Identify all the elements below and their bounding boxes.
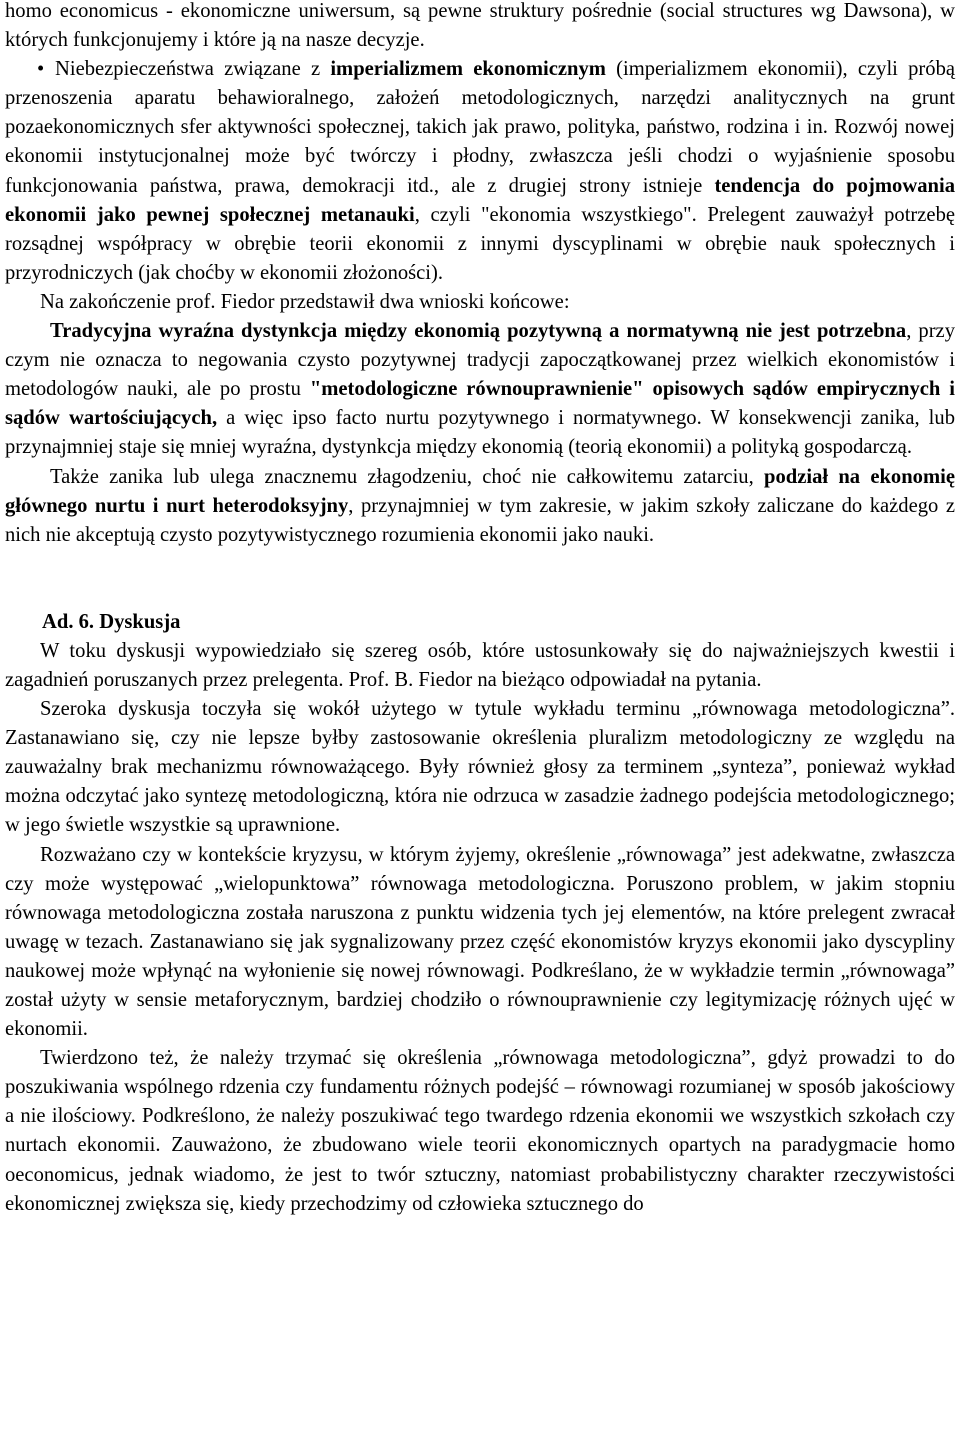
conclusion-1-bold-2: "metodologiczne równouprawnienie" opisowych sądów empirycznych i sądów wartościujących, [5,378,955,430]
bullet-bold-1: imperializmem ekonomicznym [330,58,606,81]
document-page [5,0,955,1219]
bullet-paragraph-imperialism [5,55,955,288]
bullet-bold-2: tendencja do pojmowania ekonomii jako pewnej społecznej metanauki [5,174,955,226]
conclusion-1-bold-1: Tradycyjna wyraźna dystynkcja między ekonomią pozytywną a normatywną nie jest potrzebna [50,320,907,343]
discussion-paragraph: Szeroka dyskusja toczyła się wokół użytego w tytule wykładu terminu „równowaga metodologiczna”. Zastanawiano się, czy nie lepsze byłby zastosowanie określenia pluralizm metodologiczny ze względu na zauważalny brak mechanizmu równoważącego. Były również głosy za terminem „synteza”, ponieważ wykład można odczytać jako syntezę metodologiczną, która nie odrzuca w zasadzie żadnego podejścia metodologicznego; w jego świetle wszystkie są uprawnione. [5,698,955,837]
discussion-paragraph: Rozważano czy w kontekście kryzysu, w którym żyjemy, określenie „równowaga” jest adekwatne, zwłaszcza czy może występować „wielopunktowa” równowaga metodologiczna. Poruszono problem, w jakim stopniu równowaga metodologiczna została naruszona z punktu widzenia tych jej elementów, na które prelegent zwracał uwagę w tezach. Zastanawiano się jak sygnalizowany przez część ekonomistów kryzys ekonomii jako dyscypliny naukowej może wpłynąć na wyłonienie się nowej równowagi. Podkreślano, że w wykładzie termin „równowaga” został użyty w sensie metaforycznym, bardziej chodziło o równouprawnienie czy legitymizację różnych ujęć w ekonomii. [5,843,955,1041]
bullet-text-2: (imperializmem ekonomii), czyli próbą przenoszenia aparatu behawioralnego, założeń metodologicznych, narzędzi analitycznych na grunt pozaekonomicznych sfer aktywności społecznej, takich jak prawo, polityka, państwo, rodzina i in. Rozwój nowej ekonomii instytucjonalnej może być twórczy i płodny, zwłaszcza jeśli chodzi o wyjaśnienie sposobu funkcjonowania państwa, prawa, demokracji itd., ale z drugiej strony istnieje [5,58,956,197]
conclusion-2 [5,463,955,550]
discussion-paragraph: W toku dyskusji wypowiedziało się szereg osób, które ustosunkowały się do najważniejszych kwestii i zagadnień poruszanych przez prelegenta. Prof. B. Fiedor na bieżąco odpowiadał na pytania. [5,639,955,691]
conclusion-2-bold-1: podział na ekonomię głównego nurtu i nurt heterodoksyjny [5,465,955,517]
closing-intro: Na zakończenie prof. Fiedor przedstawił dwa wnioski końcowe: [40,290,570,313]
conclusion-1 [5,317,955,462]
bullet-text-1: Niebezpieczeństwa związane z [55,58,331,81]
bullet-icon: • [37,58,45,81]
section-heading: Ad. 6. Dyskusja [42,610,181,633]
conclusion-2-text-2: , przynajmniej w tym zakresie, w jakim szkoły zaliczane do każdego z nich nie akceptują czysto pozytywistycznego rozumienia ekonomii jako nauki. [5,494,955,546]
discussion-paragraph: Twierdzono też, że należy trzymać się określenia „równowaga metodologiczna”, gdyż prowadzi to do poszukiwania wspólnego rdzenia czy fundamentu różnych podejść – równowagi rozumianej w sposób jakościowy a nie ilościowy. Podkreślono, że należy poszukiwać tego twardego rdzenia ekonomii we wszystkich szkołach czy nurtach ekonomii. Zauważono, że zbudowano wiele teorii ekonomicznych opartych na paradygmacie homo oeconomicus, jednak wiadomo, że jest to twór sztuczny, natomiast probabilistyczny charakter rzeczywistości ekonomicznej zwiększa się, kiedy przechodzimy od człowieka sztucznego do [5,1047,955,1215]
intro-paragraph: homo economicus - ekonomiczne uniwersum, są pewne struktury pośrednie (social structures wg Dawsona), w których funkcjonujemy i które ją na nasze decyzje. [5,0,955,52]
conclusion-1-text-1: , przy czym nie oznacza to negowania czysto pozytywnej tradycji zapoczątkowanej przez wielkich ekonomistów i metodologów nauki, ale po prostu [5,320,955,401]
conclusion-2-text-1: Także zanika lub ulega znacznemu złagodzeniu, choć nie całkowitemu zatarciu, [50,465,764,488]
bullet-text-3: , czyli "ekonomia wszystkiego". Prelegent zauważył potrzebę rozsądnej współpracy w obrębie teorii ekonomii z innymi dyscyplinami w obrębie nauk społecznych i przyrodniczych (jak choćby w ekonomii złożoności). [5,203,956,284]
conclusion-1-text-2: a więc ipso facto nurtu pozytywnego i normatywnego. W konsekwencji zanika, lub przynajmniej staje się mniej wyraźna, dystynkcja między ekonomią (teorią ekonomii) a polityką gospodarczą. [5,407,955,459]
section-spacer [5,550,955,608]
